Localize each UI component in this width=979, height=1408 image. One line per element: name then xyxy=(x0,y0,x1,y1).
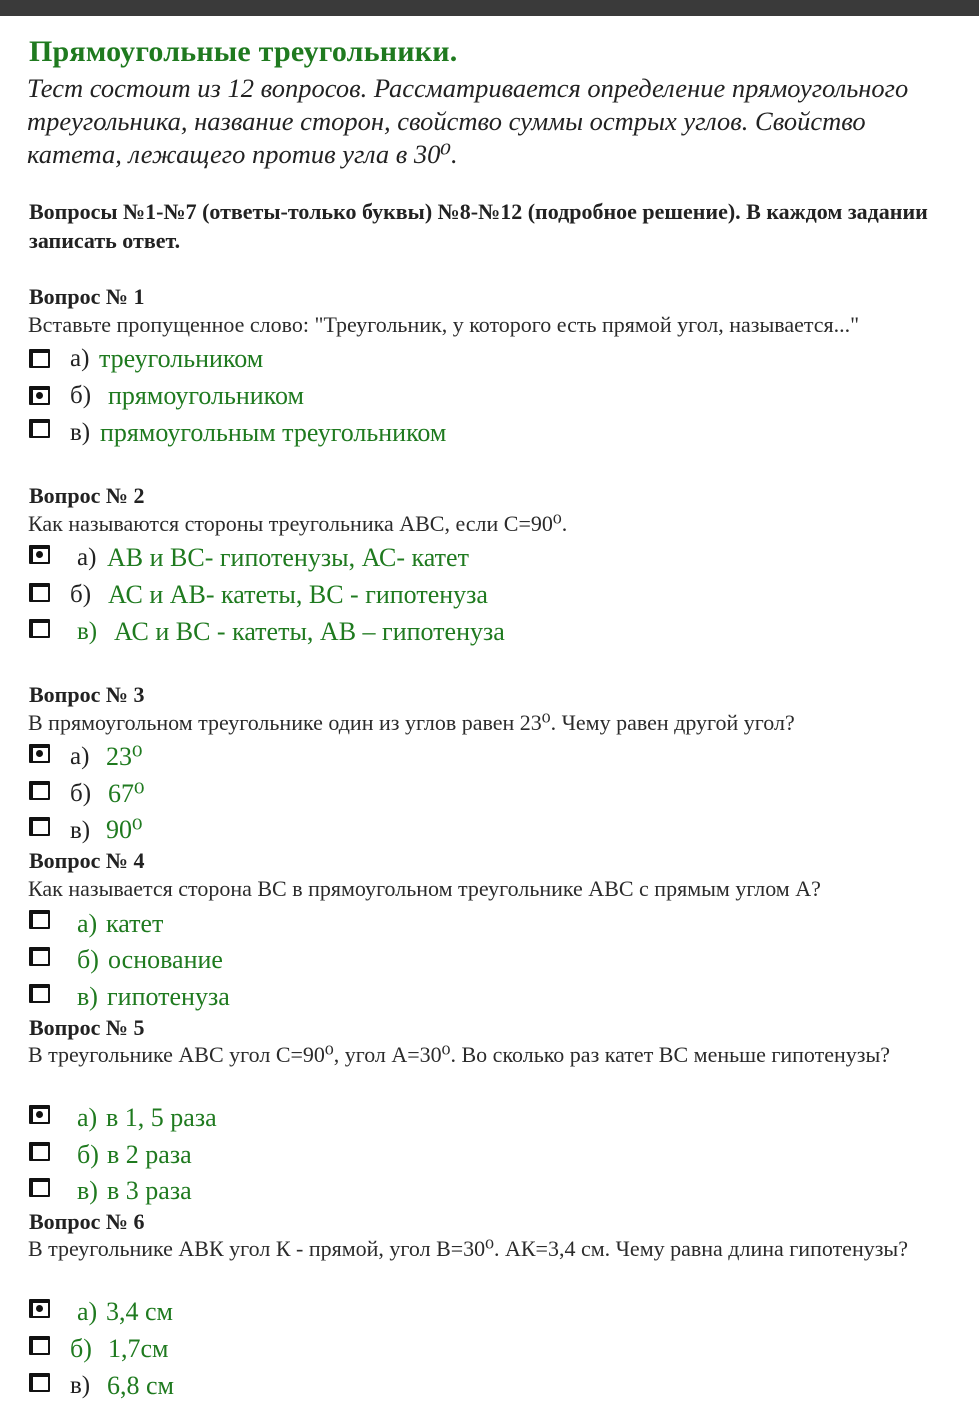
checkbox-icon[interactable] xyxy=(29,947,50,966)
question-2-text: Как называются стороны треугольника АВС, если С=90⁰. xyxy=(28,511,568,536)
option-text: в 3 раза xyxy=(107,1176,192,1205)
option-text: прямоугольным треугольником xyxy=(100,418,447,447)
checkbox-icon[interactable] xyxy=(29,1299,50,1318)
option-text: гипотенуза xyxy=(107,982,230,1011)
option-text: АС и АВ- катеты, ВС - гипотенуза xyxy=(108,580,488,609)
question-4-text: Как называется сторона ВС в прямоугольном треугольнике АВС с прямым углом А? xyxy=(28,876,821,901)
checkbox-icon[interactable] xyxy=(29,781,50,800)
option-letter: в) xyxy=(77,1176,98,1205)
question-1-text: Вставьте пропущенное слово: "Треугольник, у которого есть прямой угол, называется..." xyxy=(28,312,860,337)
top-bar xyxy=(0,0,979,16)
checkbox-icon[interactable] xyxy=(29,984,50,1003)
checkbox-icon[interactable] xyxy=(29,583,50,602)
question-3-title: Вопрос № 3 xyxy=(29,682,145,707)
option-letter: б) xyxy=(77,945,99,974)
option-letter: а) xyxy=(77,544,97,571)
option-text: прямоугольником xyxy=(108,381,304,410)
option-letter: б) xyxy=(70,1334,92,1363)
question-1-title: Вопрос № 1 xyxy=(29,284,145,309)
option-letter: в) xyxy=(77,618,98,645)
checkbox-icon[interactable] xyxy=(29,744,50,763)
question-4-title: Вопрос № 4 xyxy=(29,848,145,873)
checkbox-icon[interactable] xyxy=(29,1178,50,1197)
option-text: в 1, 5 раза xyxy=(106,1103,217,1132)
checkbox-icon[interactable] xyxy=(29,1142,50,1161)
question-5-title: Вопрос № 5 xyxy=(29,1015,145,1040)
checkbox-icon[interactable] xyxy=(29,817,50,836)
option-text: АВ и ВС- гипотенузы, АС- катет xyxy=(107,543,469,572)
option-text: 67⁰ xyxy=(108,779,145,808)
question-3-text: В прямоугольном треугольнике один из углов равен 23⁰. Чему равен другой угол? xyxy=(28,710,795,735)
option-letter: а) xyxy=(70,345,90,372)
question-6-title: Вопрос № 6 xyxy=(29,1209,145,1234)
test-description: Тест состоит из 12 вопросов. Рассматривается определение прямоугольного треугольника, название сторон, свойство суммы острых углов. Свойство катета, лежащего против угла в 30⁰. xyxy=(27,73,909,169)
option-text: катет xyxy=(106,909,164,938)
option-letter: в) xyxy=(70,1372,91,1399)
option-text: АС и ВС - катеты, АВ – гипотенуза xyxy=(114,617,505,646)
option-text: 6,8 см xyxy=(107,1371,174,1400)
checkbox-icon[interactable] xyxy=(29,349,50,368)
option-letter: в) xyxy=(70,817,91,844)
option-letter: б) xyxy=(77,1140,99,1169)
option-letter: а) xyxy=(77,1103,98,1132)
option-text: основание xyxy=(108,945,223,974)
option-letter: в) xyxy=(70,419,91,446)
option-letter: а) xyxy=(70,743,90,770)
question-5-text: В треугольнике АВС угол С=90⁰, угол А=30⁰. Во сколько раз катет ВС меньше гипотенузы? xyxy=(28,1042,891,1067)
option-text: 90⁰ xyxy=(106,815,143,844)
option-letter: а) xyxy=(77,1297,98,1326)
option-text: 23⁰ xyxy=(106,742,143,771)
question-6-text: В треугольнике АВК угол К - прямой, угол В=30⁰. АК=3,4 см. Чему равна длина гипотенузы? xyxy=(28,1236,908,1261)
checkbox-icon[interactable] xyxy=(29,545,50,564)
option-letter: б) xyxy=(70,581,92,608)
checkbox-icon[interactable] xyxy=(29,1373,50,1392)
option-letter: а) xyxy=(77,909,98,938)
checkbox-icon[interactable] xyxy=(29,619,50,638)
option-text: 1,7см xyxy=(108,1334,169,1363)
checkbox-icon[interactable] xyxy=(29,386,50,405)
option-letter: б) xyxy=(70,780,92,807)
option-text: 3,4 см xyxy=(106,1297,173,1326)
checkbox-icon[interactable] xyxy=(29,1336,50,1355)
option-letter: в) xyxy=(77,982,98,1011)
checkbox-icon[interactable] xyxy=(29,1105,50,1124)
option-text: треугольником xyxy=(99,344,264,373)
option-text: в 2 раза xyxy=(107,1140,192,1169)
instructions: Вопросы №1-№7 (ответы-только буквы) №8-№12 (подробное решение). В каждом задании записать ответ. xyxy=(29,199,928,253)
checkbox-icon[interactable] xyxy=(29,419,50,438)
checkbox-icon[interactable] xyxy=(29,910,50,929)
question-2-title: Вопрос № 2 xyxy=(29,483,145,508)
page-title: Прямоугольные треугольники. xyxy=(29,35,458,68)
option-letter: б) xyxy=(70,382,92,409)
